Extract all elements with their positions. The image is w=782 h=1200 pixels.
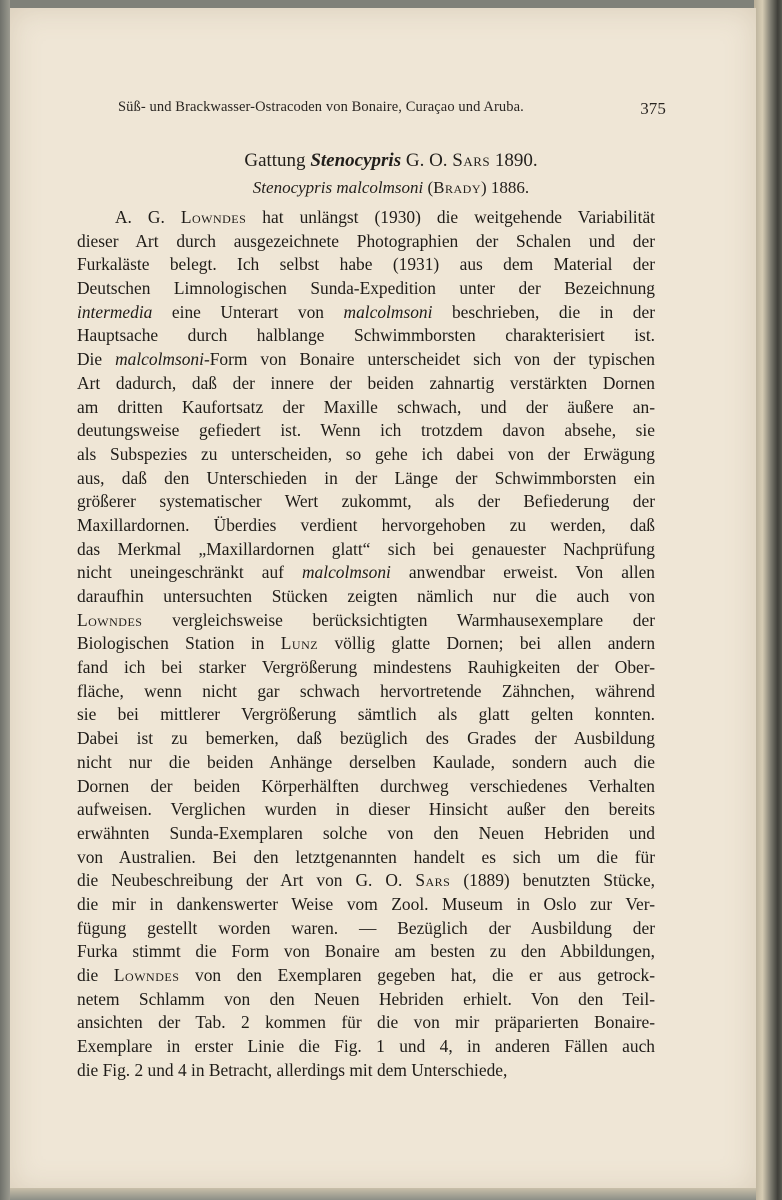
text-line bbox=[77, 253, 655, 277]
text-segment: Art dadurch, daß der innere der beiden zahnartig verstärkten Dornen bbox=[77, 372, 655, 393]
text-segment: Exemplare in erster Linie die Fig. 1 und 4, in anderen Fällen auch bbox=[77, 1036, 655, 1057]
text-segment: die Neubeschreibung der Art von G. O. bbox=[77, 870, 416, 891]
text-line bbox=[77, 940, 655, 964]
text-segment: am dritten Kaufortsatz der Maxille schwach, und der äußere an- bbox=[77, 396, 655, 417]
species-author-open: ( bbox=[423, 178, 434, 197]
text-segment: fand ich bei starker Vergrößerung mindestens Rauhigkeiten der Ober- bbox=[77, 657, 655, 678]
text-segment: Furkaläste belegt. Ich selbst habe (1931) aus dem Material der bbox=[77, 254, 655, 275]
text-segment: netem Schlamm von den Neuen Hebriden erhielt. Von den Teil- bbox=[77, 988, 655, 1009]
species-author: Brady bbox=[433, 178, 482, 197]
text-segment: A. G. bbox=[115, 207, 181, 227]
text-line bbox=[77, 230, 655, 254]
text-line bbox=[77, 632, 655, 656]
text-segment: Lowndes bbox=[77, 609, 143, 630]
text-segment: intermedia bbox=[77, 301, 153, 322]
text-line bbox=[77, 396, 655, 420]
genus-name: Stenocypris bbox=[310, 150, 402, 171]
text-segment: Lowndes bbox=[113, 965, 180, 985]
text-segment: die mir in dankenswerter Weise vom Zool. Museum in Oslo zur Ver- bbox=[77, 893, 655, 914]
text-line bbox=[77, 917, 655, 941]
text-segment: -Form von Bonaire unterscheidet sich von der typischen bbox=[203, 349, 655, 370]
text-segment: sie bei mittlerer Vergrößerung sämtlich als glatt gelten konnten. bbox=[77, 704, 655, 725]
text-line bbox=[77, 301, 655, 325]
text-line bbox=[77, 419, 655, 443]
text-segment: aufweisen. Verglichen wurden in dieser Hinsicht außer den bereits bbox=[77, 799, 655, 820]
scan-border bbox=[0, 0, 782, 8]
text-line bbox=[77, 443, 655, 467]
genus-heading bbox=[0, 150, 782, 172]
text-line bbox=[77, 893, 655, 917]
text-segment: (1889) benutzten Stücke, bbox=[450, 870, 656, 891]
text-line bbox=[77, 869, 655, 893]
text-line bbox=[77, 561, 655, 585]
text-line bbox=[77, 1059, 655, 1083]
text-line bbox=[77, 609, 655, 633]
text-line bbox=[77, 656, 655, 680]
text-line bbox=[77, 467, 655, 491]
text-segment: Die bbox=[77, 349, 116, 370]
text-segment: größerer systematischer Wert zukommt, als der Befiederung der bbox=[77, 491, 655, 512]
text-line bbox=[77, 206, 655, 230]
genus-prefix: Gattung bbox=[244, 150, 311, 171]
text-segment: malcolmsoni bbox=[302, 562, 391, 583]
genus-author: Sars bbox=[452, 150, 491, 171]
page-bottom-shadow bbox=[10, 1188, 756, 1200]
text-segment: Lunz bbox=[280, 633, 319, 654]
text-line bbox=[77, 372, 655, 396]
text-line bbox=[77, 727, 655, 751]
text-segment: malcolmsoni bbox=[343, 301, 433, 322]
text-segment: vergleichsweise berücksichtigten Warmhausexemplare der bbox=[142, 609, 655, 630]
text-line bbox=[77, 703, 655, 727]
text-line bbox=[77, 1035, 655, 1059]
text-segment: aus, daß den Unterschieden in der Länge der Schwimmborsten ein bbox=[77, 467, 655, 488]
text-line bbox=[77, 798, 655, 822]
text-segment: Furka stimmt die Form von Bonaire am besten zu den Abbildungen, bbox=[77, 941, 655, 962]
text-segment: hat unlängst (1930) die weitgehende Variabilität bbox=[246, 207, 655, 227]
text-line bbox=[77, 964, 655, 988]
body-text bbox=[77, 206, 655, 1082]
text-segment: die Fig. 2 und 4 in Betracht, allerdings mit dem Unterschiede, bbox=[77, 1059, 508, 1080]
text-segment: nicht nur die beiden Anhänge derselben Kaulade, sondern auch die bbox=[77, 751, 655, 772]
text-segment: malcolmsoni bbox=[115, 349, 204, 370]
text-line bbox=[77, 277, 655, 301]
text-line bbox=[77, 775, 655, 799]
text-segment: Lowndes bbox=[180, 207, 247, 227]
text-line bbox=[77, 585, 655, 609]
text-segment: Maxillardornen. Überdies verdient hervorgehoben zu werden, daß bbox=[77, 514, 655, 535]
text-segment: erwähnten Sunda-Exemplaren solche von den Neuen Hebriden und bbox=[77, 822, 655, 843]
text-segment: Hauptsache durch halblange Schwimmborsten charakterisiert ist. bbox=[77, 325, 655, 346]
page-number: 375 bbox=[640, 99, 666, 118]
genus-author-initials: G. O. bbox=[401, 150, 453, 171]
species-name: Stenocypris malcolmsoni bbox=[252, 178, 424, 197]
species-year: ) 1886. bbox=[481, 178, 530, 197]
text-line bbox=[77, 680, 655, 704]
text-segment: anwendbar erweist. Von allen bbox=[390, 562, 655, 583]
text-segment: Dornen der beiden Körperhälften durchweg verschiedenes Verhalten bbox=[77, 775, 655, 796]
text-line bbox=[77, 846, 655, 870]
text-line bbox=[77, 490, 655, 514]
text-line bbox=[77, 822, 655, 846]
running-head-title: Süß- und Brackwasser-Ostracoden von Bonaire, Curaçao und Aruba. bbox=[118, 99, 524, 115]
text-segment: deutungsweise gefiedert ist. Wenn ich trotzdem davon absehe, sie bbox=[77, 420, 655, 441]
text-segment: völlig glatte Dornen; bei allen andern bbox=[318, 633, 656, 654]
text-segment: das Merkmal „Maxillardornen glatt“ sich bei genauester Nachprüfung bbox=[77, 538, 655, 559]
text-segment: nicht uneingeschränkt auf bbox=[77, 562, 302, 583]
text-segment: Sars bbox=[415, 870, 451, 891]
text-segment: als Subspezies zu unterscheiden, so gehe ich dabei von der Erwägung bbox=[77, 443, 655, 464]
text-segment: die bbox=[77, 965, 114, 985]
text-line bbox=[77, 514, 655, 538]
text-segment: ansichten der Tab. 2 kommen für die von mir präparierten Bonaire- bbox=[77, 1012, 655, 1033]
text-segment: fläche, wenn nicht gar schwach hervortretende Zähnchen, während bbox=[77, 680, 655, 701]
text-segment: Biologischen Station in bbox=[77, 633, 281, 654]
text-segment: Deutschen Limnologischen Sunda-Expedition unter der Bezeichnung bbox=[77, 278, 655, 299]
species-heading bbox=[0, 178, 782, 198]
text-line bbox=[77, 1011, 655, 1035]
text-segment: von den Exemplaren gegeben hat, die er aus getrock- bbox=[179, 965, 656, 985]
text-segment: eine Unterart von bbox=[152, 301, 344, 322]
text-line bbox=[77, 988, 655, 1012]
text-segment: dieser Art durch ausgezeichnete Photographien der Schalen und der bbox=[77, 230, 655, 251]
text-line bbox=[77, 538, 655, 562]
text-line bbox=[77, 348, 655, 372]
text-line bbox=[77, 751, 655, 775]
text-segment: beschrieben, die in der bbox=[432, 301, 655, 322]
text-segment: daraufhin untersuchten Stücken zeigten nämlich nur die auch von bbox=[77, 586, 655, 606]
text-segment: Dabei ist zu bemerken, daß bezüglich des Grades der Ausbildung bbox=[77, 728, 655, 749]
genus-year: 1890. bbox=[490, 150, 538, 171]
text-segment: von Australien. Bei den letztgenannten handelt es sich um die für bbox=[77, 846, 655, 867]
text-segment: fügung gestellt worden waren. — Bezüglich der Ausbildung der bbox=[77, 917, 655, 938]
text-line bbox=[77, 324, 655, 348]
